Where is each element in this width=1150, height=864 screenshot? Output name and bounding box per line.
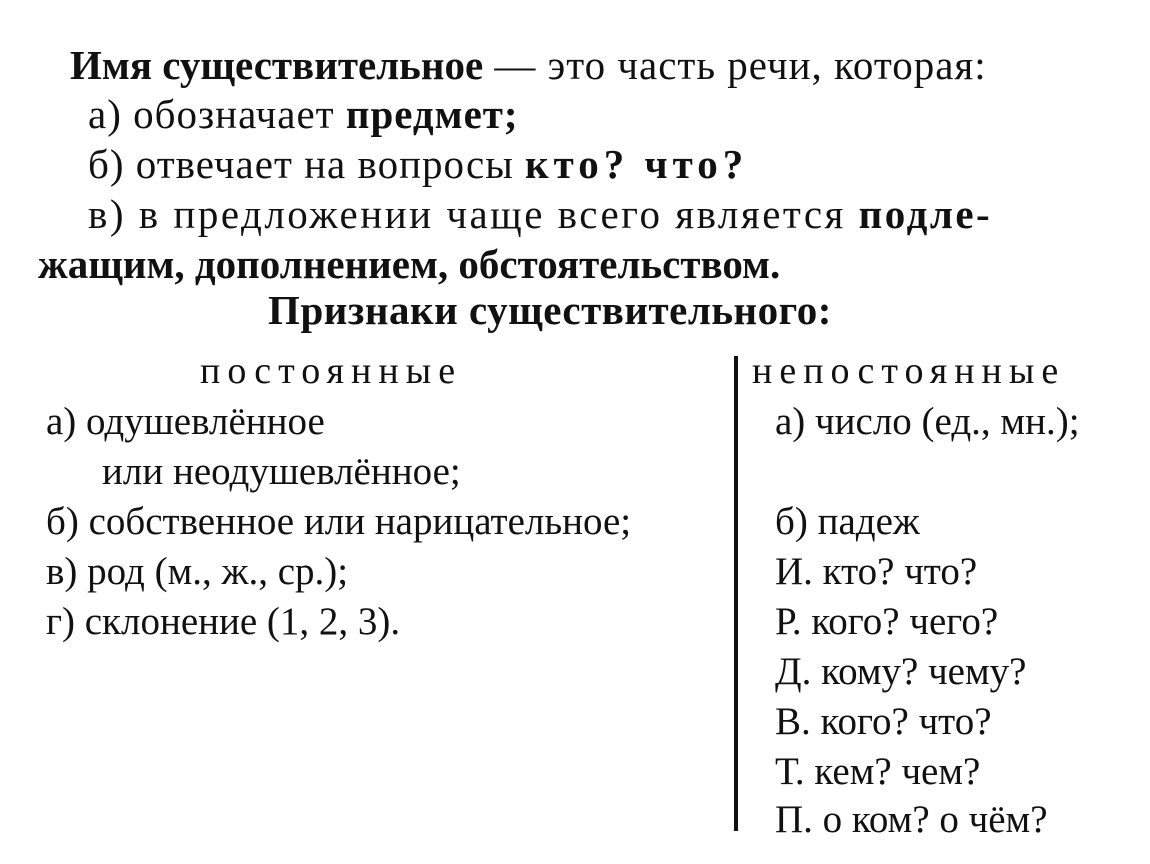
item-c-bold-1: подле-	[858, 191, 993, 237]
item-c-bold-2: жащим, дополнением, обстоятельством.	[38, 241, 781, 287]
constant-item: в) род (м., ж., ср.);	[46, 550, 349, 593]
case-question: П. о ком? о чём?	[775, 798, 1048, 841]
features-title: Признаки существительного:	[268, 287, 832, 333]
definition-item-a	[88, 91, 519, 137]
constant-item: а) одушевлённое	[46, 400, 325, 443]
constant-heading: постоянные	[200, 350, 463, 392]
variable-item: б) падеж	[775, 500, 920, 543]
constant-item: г) склонение (1, 2, 3).	[46, 600, 401, 643]
item-c-text: в) в предложении чаще всего является	[88, 191, 859, 237]
variable-item: а) число (ед., мн.);	[775, 400, 1080, 443]
item-a-bold: предмет;	[345, 91, 519, 137]
variable-heading: непостоянные	[752, 350, 1066, 392]
item-a-text: а) обозначает	[88, 91, 346, 137]
definition-item-c-continued	[38, 241, 781, 287]
case-question: Р. кого? чего?	[775, 600, 999, 643]
case-question: Т. кем? чем?	[775, 750, 981, 793]
definition-item-b	[88, 141, 749, 187]
item-b-bold: кто? что?	[525, 141, 749, 187]
constant-item: или неодушевлённое;	[102, 450, 461, 493]
case-question: И. кто? что?	[775, 550, 978, 593]
item-b-text: б) отвечает на вопросы	[88, 141, 526, 187]
column-divider	[734, 356, 738, 831]
case-question: Д. кому? чему?	[775, 650, 1027, 693]
definition-item-c	[88, 191, 993, 237]
definition-intro: — это часть речи, которая:	[483, 42, 987, 88]
case-question: В. кого? что?	[775, 700, 992, 743]
definition-line-1	[70, 42, 987, 88]
constant-item: б) собственное или нарицательное;	[46, 500, 632, 543]
term-name: Имя существительное	[70, 42, 484, 88]
